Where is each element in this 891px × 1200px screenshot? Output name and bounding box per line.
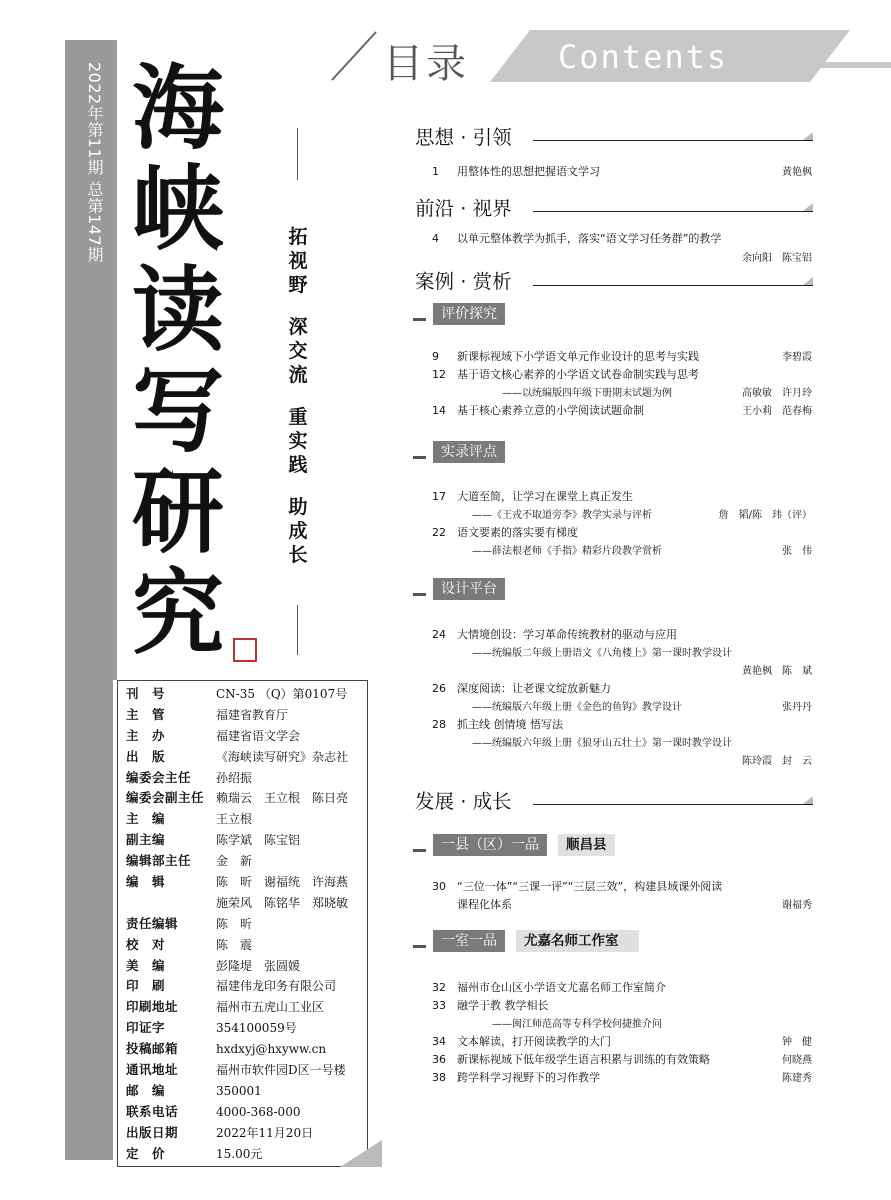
title-char: 峡 (131, 155, 224, 263)
masthead-value: 福州市五虎山工业区 (216, 1000, 325, 1015)
masthead-row (126, 830, 367, 851)
masthead-label: 投稿邮箱 (126, 1041, 179, 1057)
masthead-row (126, 705, 367, 726)
toc-entry[interactable]: 26 深度阅读：让老课文绽放新魅力 (432, 682, 611, 695)
toc-entry[interactable]: 32 福州市仓山区小学语文尤嘉名师工作室简介 (432, 981, 666, 994)
corner-mark-icon (803, 796, 813, 804)
masthead-value: 王立根 (216, 812, 253, 827)
toc-entry[interactable]: 14 基于核心素养立意的小学阅读试题命制 王小莉 范春梅 (432, 404, 812, 417)
masthead-row (126, 1144, 367, 1165)
divider (113, 40, 117, 680)
slogan: 拓 视 野 (288, 226, 308, 296)
masthead-row (126, 1123, 367, 1144)
journal-title-calligraphy (118, 54, 238, 667)
masthead-value: 15.00元 (216, 1146, 263, 1161)
masthead-row (126, 747, 367, 768)
toc-entry-cont: 课程化体系 谢福秀 (457, 898, 812, 911)
masthead-value: 施荣风 陈铭华 郑晓敏 (216, 895, 349, 910)
toc-entry[interactable]: 38 跨学科学习视野下的习作教学 陈建秀 (432, 1071, 812, 1084)
section-title: 思想 · 引领 (415, 126, 512, 149)
divider (297, 605, 298, 655)
masthead-row (126, 935, 367, 956)
masthead-value: 陈学斌 陈宝铝 (216, 833, 301, 848)
entry-subtitle: ——统编版六年级上册《金色的鱼钩》教学设计 (472, 702, 682, 713)
author: 陈玲霞 封 云 (742, 756, 812, 767)
title-char: 写 (131, 357, 224, 465)
masthead-row (126, 684, 367, 705)
section-title: 案例 · 赏析 (415, 270, 512, 293)
author: 黄艳枫 陈 斌 (742, 666, 812, 677)
masthead-row (126, 1060, 367, 1081)
section-rule (533, 140, 813, 141)
masthead-label: 美 编 (126, 957, 166, 973)
toc-entry[interactable]: 24 大情境创设：学习革命传统教材的驱动与应用 (432, 628, 677, 641)
masthead-label: 联系电话 (126, 1103, 179, 1119)
title-char: 海 (131, 54, 224, 162)
masthead-value: 彭隆堤 张圆媛 (216, 958, 301, 973)
masthead-row (126, 1018, 367, 1039)
masthead-label: 编委会主任 (126, 769, 192, 785)
masthead-row (126, 976, 367, 997)
masthead-row (126, 872, 367, 893)
title-char: 究 (131, 559, 224, 667)
masthead-label: 邮 编 (126, 1082, 166, 1098)
section-rule (533, 211, 813, 212)
masthead-label: 出 版 (126, 748, 166, 764)
masthead-label: 责任编辑 (126, 915, 179, 931)
seal-stamp-icon (233, 638, 257, 662)
divider (297, 128, 298, 180)
masthead-label: 主 办 (126, 727, 166, 743)
author: 张丹丹 (782, 702, 812, 713)
slogan: 重 实 践 (288, 406, 308, 476)
toc-entry[interactable]: 22 语文要素的落实要有梯度 (432, 526, 578, 539)
entry-subtitle: ——统编版六年级上册《狼牙山五壮士》第一课时教学设计 (472, 738, 732, 749)
slogans (282, 225, 314, 585)
masthead-value: 陈 震 (216, 937, 253, 952)
issue-info: 2022年第11期 总第147期 (85, 62, 104, 263)
masthead-value: 350001 (216, 1083, 262, 1098)
toc-entry[interactable]: 1 用整体性的思想把握语文学习 黄艳枫 (432, 165, 812, 178)
masthead-label: 印 刷 (126, 978, 166, 994)
section-rule (533, 285, 813, 286)
entry-subtitle: ——闽江师范高等专科学校何捷推介问 (492, 1019, 662, 1030)
masthead-label: 刊 号 (126, 686, 166, 701)
slogan: 深 交 流 (288, 316, 308, 386)
toc-entry[interactable]: 30 “三位一体”“三课一评”“三层三效”，构建县域课外阅读 (432, 880, 723, 893)
page-title: 目录 (383, 41, 469, 87)
toc-entry[interactable]: 4 以单元整体教学为抓手，落实“语文学习任务群”的教学 (432, 232, 722, 245)
masthead-row (126, 914, 367, 935)
masthead-value: 陈 昕 谢福统 许海燕 (216, 875, 349, 890)
section-title: 发展 · 成长 (415, 790, 512, 813)
masthead-label: 通讯地址 (126, 1062, 179, 1078)
toc-entry[interactable]: 36 新课标视域下低年级学生语言积累与训练的有效策略 何晓燕 (432, 1053, 812, 1066)
masthead-value: 福建省教育厅 (216, 707, 289, 722)
masthead-label: 主 管 (126, 706, 166, 722)
masthead-label: 校 对 (126, 936, 166, 952)
masthead-row (126, 893, 367, 914)
entry-subtitle: ——薛法根老师《手指》精彩片段教学赏析 (472, 546, 662, 557)
masthead-label (126, 893, 216, 914)
masthead-label: 印刷地址 (126, 999, 179, 1015)
toc-entry[interactable]: 17 大道至简，让学习在课堂上真正发生 (432, 490, 633, 503)
masthead-value: 福建伟龙印务有限公司 (216, 979, 337, 994)
entry-subtitle: ——统编版二年级上册语文《八角楼上》第一课时教学设计 (472, 648, 732, 659)
masthead-row (126, 956, 367, 977)
entry-subtitle: ——《王戎不取道旁李》教学实录与评析 (472, 510, 652, 521)
masthead-row (126, 809, 367, 830)
masthead-value: 354100059号 (216, 1021, 297, 1036)
title-char: 研 (131, 458, 224, 566)
masthead-value: 福建省语文学会 (216, 728, 301, 743)
masthead-label: 出版日期 (126, 1124, 179, 1140)
section-rule (533, 804, 813, 805)
masthead-value: 福州市软件园D区一号楼 (216, 1063, 346, 1078)
masthead-value: 2022年11月20日 (216, 1125, 314, 1140)
masthead-value: 赖瑞云 王立根 陈日亮 (216, 791, 349, 806)
masthead-table (117, 680, 368, 1167)
corner-mark-icon (803, 277, 813, 285)
masthead-row (126, 1081, 367, 1102)
author: 高敏敏 许月玲 (742, 388, 812, 399)
author: 詹 韬/陈 玮（评） (718, 510, 812, 521)
author: 余向阳 陈宝铝 (742, 253, 812, 264)
masthead-label: 编委会副主任 (126, 790, 205, 806)
corner-mark-icon (803, 203, 813, 211)
masthead-value: CN-35 （Q）第0107号 (216, 687, 348, 701)
header-slash-icon (328, 30, 380, 82)
toc-entry[interactable]: 33 融学于教 教学相长 (432, 999, 549, 1012)
masthead-row (126, 768, 367, 789)
toc-entry[interactable]: 9 新课标视域下小学语文单元作业设计的思考与实践 李碧霞 (432, 350, 812, 363)
entry-subtitle: ——以统编版四年级下册期末试题为例 (502, 388, 672, 399)
section-title: 前沿 · 视界 (415, 197, 512, 220)
masthead-value: hxdxyj@hxyww.cn (216, 1042, 327, 1057)
corner-decoration (340, 1140, 382, 1167)
slogan: 助 成 长 (288, 496, 308, 566)
masthead-value: 陈 昕 (216, 916, 253, 931)
toc-entry[interactable]: 28 抓主线 创情境 悟写法 (432, 718, 563, 731)
masthead-label: 主 编 (126, 811, 166, 827)
title-char: 读 (131, 256, 224, 364)
masthead-row (126, 1039, 367, 1060)
toc-entry[interactable]: 12 基于语文核心素养的小学语文试卷命制实践与思考 (432, 368, 699, 381)
page-title-en: Contents (558, 38, 729, 76)
masthead-value: 4000-368-000 (216, 1104, 301, 1119)
toc-entry[interactable]: 34 文本解读，打开阅读教学的大门 钟 健 (432, 1035, 812, 1048)
masthead-label: 副主编 (126, 832, 166, 848)
masthead-label: 编辑部主任 (126, 853, 192, 869)
masthead-row (126, 788, 367, 809)
masthead-value: 金 新 (216, 854, 253, 869)
author: 张 伟 (782, 546, 812, 557)
masthead-label: 编 辑 (126, 874, 166, 890)
masthead-row (126, 1102, 367, 1123)
masthead-row (126, 851, 367, 872)
masthead-row (126, 726, 367, 747)
header-tail (816, 62, 891, 68)
masthead-label: 印证字 (126, 1020, 166, 1036)
corner-mark-icon (803, 132, 813, 140)
masthead-row (126, 997, 367, 1018)
masthead-value: 《海峡读写研究》杂志社 (216, 749, 349, 764)
masthead-label: 定 价 (126, 1145, 166, 1161)
masthead-value: 孙绍振 (216, 770, 253, 785)
